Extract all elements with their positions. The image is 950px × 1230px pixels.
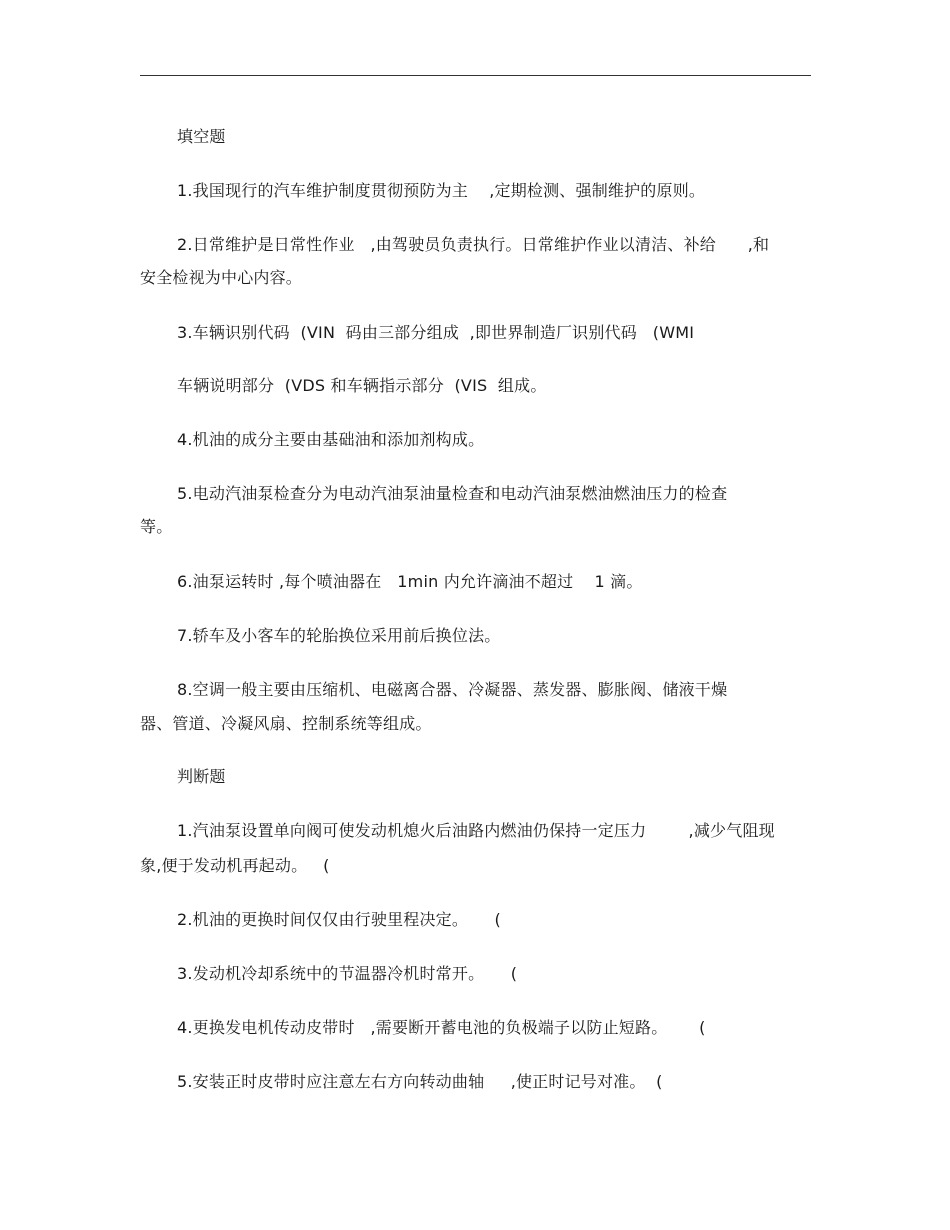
fill-blank-item-1: 1.我国现行的汽车维护制度贯彻预防为主 ,定期检测、强制维护的原则。	[177, 181, 706, 200]
fill-blank-item-8-line-1: 8.空调一般主要由压缩机、电磁离合器、冷凝器、蒸发器、膨胀阀、储液干燥	[177, 680, 728, 699]
fill-blank-item-2-line-2: 安全检视为中心内容。	[140, 268, 303, 287]
fill-blank-heading: 填空题	[177, 127, 226, 146]
judgment-item-3: 3.发动机冷却系统中的节温器冷机时常开。 (	[177, 964, 518, 983]
fill-blank-item-3-line-2: 车辆说明部分 (VDS 和车辆指示部分 (VIS 组成。	[177, 376, 547, 395]
fill-blank-item-5-line-1: 5.电动汽油泵检查分为电动汽油泵油量检查和电动汽油泵燃油燃油压力的检查	[177, 484, 728, 503]
fill-blank-item-8-line-2: 器、管道、冷凝风扇、控制系统等组成。	[140, 714, 432, 733]
judgment-item-1-line-2: 象,便于发动机再起动。 (	[140, 856, 330, 875]
header-rule	[140, 75, 811, 76]
judgment-heading: 判断题	[177, 767, 226, 786]
fill-blank-item-2-line-1: 2.日常维护是日常性作业 ,由驾驶员负责执行。日常维护作业以清洁、补给 ,和	[177, 235, 770, 254]
fill-blank-item-6: 6.油泵运转时 ,每个喷油器在 1min 内允许滴油不超过 1 滴。	[177, 572, 643, 591]
judgment-item-5: 5.安装正时皮带时应注意左右方向转动曲轴 ,使正时记号对准。 (	[177, 1072, 663, 1091]
fill-blank-item-5-line-2: 等。	[140, 517, 173, 536]
fill-blank-item-3-line-1: 3.车辆识别代码 (VIN 码由三部分组成 ,即世界制造厂识别代码 (WMI	[177, 323, 695, 342]
judgment-item-1-line-1: 1.汽油泵设置单向阀可使发动机熄火后油路内燃油仍保持一定压力 ,减少气阻现	[177, 821, 775, 840]
judgment-item-4: 4.更换发电机传动皮带时 ,需要断开蓄电池的负极端子以防止短路。 (	[177, 1018, 706, 1037]
judgment-item-2: 2.机油的更换时间仅仅由行驶里程决定。 (	[177, 910, 501, 929]
fill-blank-item-4: 4.机油的成分主要由基础油和添加剂构成。	[177, 430, 485, 449]
fill-blank-item-7: 7.轿车及小客车的轮胎换位采用前后换位法。	[177, 626, 501, 645]
